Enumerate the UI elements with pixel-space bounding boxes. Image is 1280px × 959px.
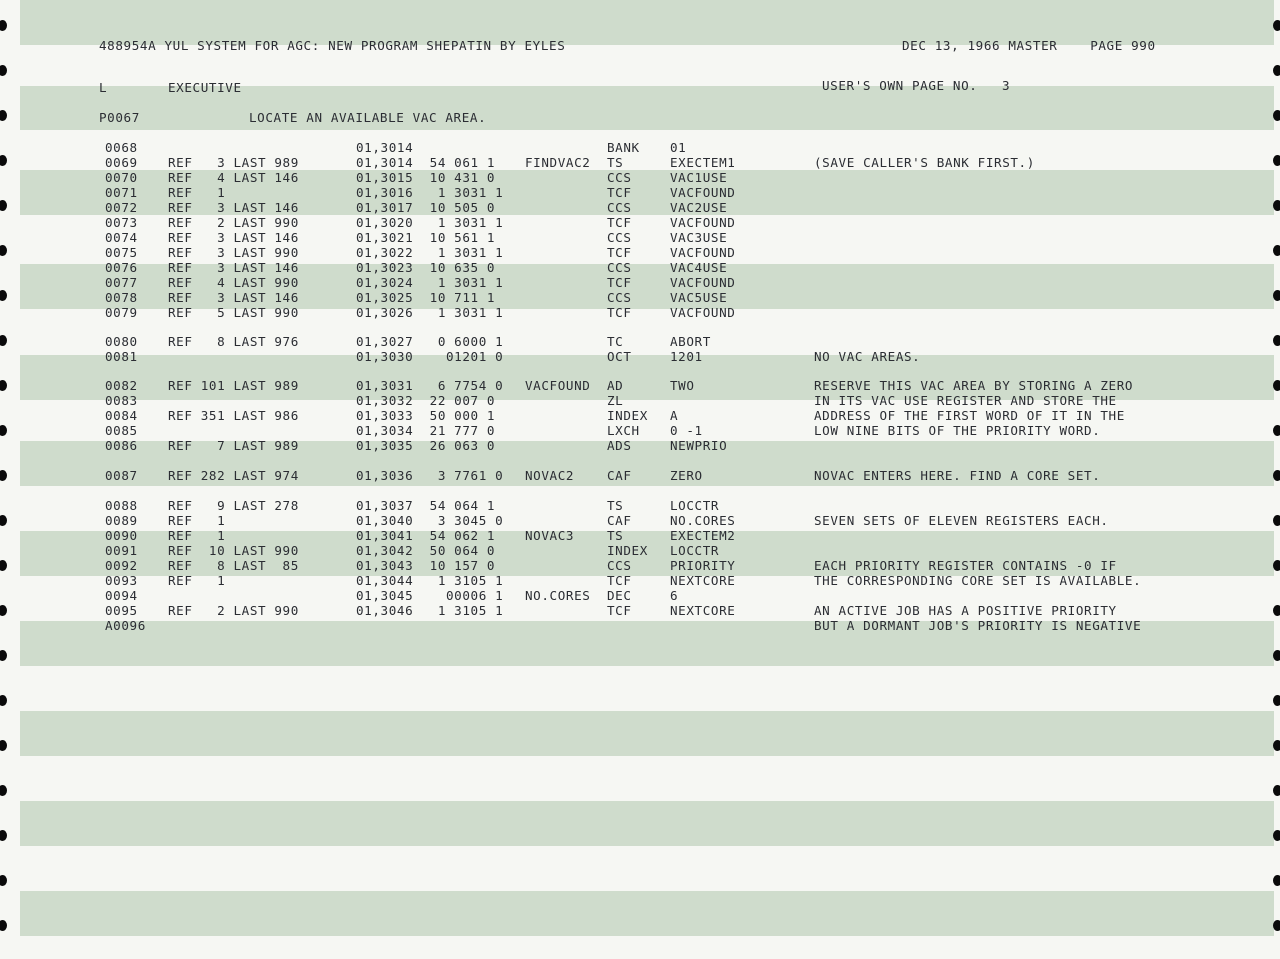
listing-ref: REF 5 LAST 990 <box>168 305 299 320</box>
feed-hole <box>0 20 7 31</box>
listing-comment: THE CORRESPONDING CORE SET IS AVAILABLE. <box>814 573 1142 588</box>
feed-hole <box>1273 830 1280 841</box>
listing-label: NOVAC3 <box>525 528 575 543</box>
listing-line: 0072 <box>105 200 138 215</box>
listing-row <box>0 423 1280 438</box>
listing-line: 0081 <box>105 349 138 364</box>
feed-hole <box>1273 650 1280 661</box>
listing-addr: 01,3017 10 505 0 <box>356 200 496 215</box>
listing-line: 0078 <box>105 290 138 305</box>
listing-op: TS <box>607 528 624 543</box>
listing-operand: VACFOUND <box>670 305 736 320</box>
listing-row <box>0 588 1280 603</box>
listing-operand: NEWPRIO <box>670 438 728 453</box>
listing-operand: VAC1USE <box>670 170 728 185</box>
listing-addr: 01,3025 10 711 1 <box>356 290 496 305</box>
listing-row <box>0 438 1280 453</box>
listing-ref: REF 8 LAST 976 <box>168 334 299 349</box>
listing-comment: (SAVE CALLER'S BANK FIRST.) <box>814 155 1035 170</box>
listing-line: 0080 <box>105 334 138 349</box>
listing-ref: REF 3 LAST 146 <box>168 200 299 215</box>
listing-op: LXCH <box>607 423 640 438</box>
page-tag: P0067 <box>99 110 140 125</box>
listing-ref: REF 3 LAST 146 <box>168 290 299 305</box>
listing-line: 0075 <box>105 245 138 260</box>
paper-band <box>20 711 1274 756</box>
listing-addr: 01,3046 1 3105 1 <box>356 603 504 618</box>
listing-comment: BUT A DORMANT JOB'S PRIORITY IS NEGATIVE <box>814 618 1142 633</box>
listing-comment: IN ITS VAC USE REGISTER AND STORE THE <box>814 393 1117 408</box>
listing-line: 0093 <box>105 573 138 588</box>
listing-operand: EXECTEM1 <box>670 155 736 170</box>
listing-row <box>0 378 1280 393</box>
listing-row <box>0 290 1280 305</box>
feed-hole <box>1273 740 1280 751</box>
listing-op: BANK <box>607 140 640 155</box>
header-left: 488954A YUL SYSTEM FOR AGC: NEW PROGRAM SHEPATIN BY EYLES <box>99 38 566 53</box>
listing-row <box>0 200 1280 215</box>
listing-comment: NO VAC AREAS. <box>814 349 921 364</box>
listing-row <box>0 498 1280 513</box>
listing-ref: REF 1 <box>168 573 226 588</box>
feed-hole <box>0 695 7 706</box>
listing-op: TCF <box>607 305 632 320</box>
listing-line: 0068 <box>105 140 138 155</box>
header-right: DEC 13, 1966 MASTER PAGE 990 <box>902 38 1156 53</box>
listing-addr: 01,3015 10 431 0 <box>356 170 496 185</box>
listing-line: 0083 <box>105 393 138 408</box>
listing-ref: REF 351 LAST 986 <box>168 408 299 423</box>
listing-line: 0073 <box>105 215 138 230</box>
listing-line: A0096 <box>105 618 146 633</box>
listing-line: 0077 <box>105 275 138 290</box>
listing-line: 0076 <box>105 260 138 275</box>
listing-op: CAF <box>607 513 632 528</box>
listing-operand: TWO <box>670 378 695 393</box>
listing-addr: 01,3026 1 3031 1 <box>356 305 504 320</box>
listing-addr: 01,3036 3 7761 0 <box>356 468 504 483</box>
listing-row <box>0 528 1280 543</box>
feed-hole <box>1273 695 1280 706</box>
listing-ref: REF 2 LAST 990 <box>168 603 299 618</box>
listing-op: INDEX <box>607 543 648 558</box>
feed-hole <box>1273 785 1280 796</box>
listing-operand: 0 -1 <box>670 423 703 438</box>
listing-addr: 01,3032 22 007 0 <box>356 393 496 408</box>
listing-row <box>0 349 1280 364</box>
log-letter: L <box>99 80 108 95</box>
listing-op: CCS <box>607 290 632 305</box>
listing-line: 0087 <box>105 468 138 483</box>
listing-ref: REF 4 LAST 146 <box>168 170 299 185</box>
listing-addr: 01,3014 54 061 1 <box>356 155 496 170</box>
listing-row <box>0 185 1280 200</box>
listing-ref: REF 8 LAST 85 <box>168 558 299 573</box>
listing-addr: 01,3041 54 062 1 <box>356 528 496 543</box>
listing-row <box>0 603 1280 618</box>
listing-line: 0091 <box>105 543 138 558</box>
listing-addr: 01,3016 1 3031 1 <box>356 185 504 200</box>
listing-operand: VAC4USE <box>670 260 728 275</box>
listing-addr: 01,3043 10 157 0 <box>356 558 496 573</box>
listing-op: TCF <box>607 603 632 618</box>
feed-hole <box>0 875 7 886</box>
listing-row <box>0 543 1280 558</box>
listing-row <box>0 393 1280 408</box>
listing-addr: 01,3031 6 7754 0 <box>356 378 504 393</box>
listing-operand: VACFOUND <box>670 245 736 260</box>
listing-ref: REF 282 LAST 974 <box>168 468 299 483</box>
listing-line: 0085 <box>105 423 138 438</box>
paper-band <box>20 891 1274 936</box>
listing-op: CCS <box>607 170 632 185</box>
feed-hole <box>0 740 7 751</box>
listing-row <box>0 140 1280 155</box>
listing-line: 0074 <box>105 230 138 245</box>
listing-addr: 01,3033 50 000 1 <box>356 408 496 423</box>
listing-operand: 1201 <box>670 349 703 364</box>
listing-row <box>0 618 1280 633</box>
listing-operand: NO.CORES <box>670 513 736 528</box>
listing-row <box>0 468 1280 483</box>
feed-hole <box>1273 110 1280 121</box>
listing-row <box>0 513 1280 528</box>
listing-operand: VAC2USE <box>670 200 728 215</box>
listing-operand: VACFOUND <box>670 215 736 230</box>
listing-operand: ZERO <box>670 468 703 483</box>
feed-hole <box>0 830 7 841</box>
listing-addr: 01,3020 1 3031 1 <box>356 215 504 230</box>
listing-comment: LOW NINE BITS OF THE PRIORITY WORD. <box>814 423 1101 438</box>
listing-line: 0070 <box>105 170 138 185</box>
listing-op: TCF <box>607 185 632 200</box>
listing-ref: REF 9 LAST 278 <box>168 498 299 513</box>
listing-row <box>0 408 1280 423</box>
listing-line: 0094 <box>105 588 138 603</box>
feed-hole <box>0 110 7 121</box>
listing-row <box>0 230 1280 245</box>
listing-ref: REF 1 <box>168 513 226 528</box>
listing-addr: 01,3030 01201 0 <box>356 349 504 364</box>
listing-operand: 6 <box>670 588 679 603</box>
listing-op: CCS <box>607 558 632 573</box>
listing-op: TCF <box>607 275 632 290</box>
listing-label: NO.CORES <box>525 588 591 603</box>
listing-ref: REF 3 LAST 989 <box>168 155 299 170</box>
listing-comment: EACH PRIORITY REGISTER CONTAINS -0 IF <box>814 558 1117 573</box>
listing-row <box>0 334 1280 349</box>
listing-label: VACFOUND <box>525 378 591 393</box>
users-page-number: USER'S OWN PAGE NO. 3 <box>822 78 1011 93</box>
listing-line: 0088 <box>105 498 138 513</box>
listing-row <box>0 170 1280 185</box>
page-heading: LOCATE AN AVAILABLE VAC AREA. <box>249 110 487 125</box>
listing-op: CAF <box>607 468 632 483</box>
listing-operand: LOCCTR <box>670 498 720 513</box>
listing-op: INDEX <box>607 408 648 423</box>
section-name: EXECUTIVE <box>168 80 242 95</box>
listing-operand: VACFOUND <box>670 275 736 290</box>
paper-band <box>20 801 1274 846</box>
listing-line: 0092 <box>105 558 138 573</box>
feed-hole <box>1273 875 1280 886</box>
listing-line: 0095 <box>105 603 138 618</box>
listing-ref: REF 3 LAST 146 <box>168 230 299 245</box>
listing-line: 0089 <box>105 513 138 528</box>
listing-addr: 01,3042 50 064 0 <box>356 543 496 558</box>
listing-addr: 01,3024 1 3031 1 <box>356 275 504 290</box>
listing-operand: VAC3USE <box>670 230 728 245</box>
listing-operand: NEXTCORE <box>670 573 736 588</box>
listing-addr: 01,3023 10 635 0 <box>356 260 496 275</box>
listing-ref: REF 101 LAST 989 <box>168 378 299 393</box>
listing-addr: 01,3014 <box>356 140 414 155</box>
listing-ref: REF 3 LAST 146 <box>168 260 299 275</box>
listing-operand: VACFOUND <box>670 185 736 200</box>
listing-op: CCS <box>607 260 632 275</box>
listing-op: AD <box>607 378 624 393</box>
feed-hole <box>0 920 7 931</box>
listing-comment: AN ACTIVE JOB HAS A POSITIVE PRIORITY <box>814 603 1117 618</box>
listing-addr: 01,3034 21 777 0 <box>356 423 496 438</box>
listing-op: CCS <box>607 230 632 245</box>
listing-op: CCS <box>607 200 632 215</box>
listing-comment: ADDRESS OF THE FIRST WORD OF IT IN THE <box>814 408 1125 423</box>
listing-row <box>0 245 1280 260</box>
listing-ref: REF 3 LAST 990 <box>168 245 299 260</box>
listing-op: TS <box>607 498 624 513</box>
listing-row <box>0 155 1280 170</box>
listing-op: TCF <box>607 245 632 260</box>
listing-comment: SEVEN SETS OF ELEVEN REGISTERS EACH. <box>814 513 1109 528</box>
listing-ref: REF 1 <box>168 528 226 543</box>
listing-addr: 01,3035 26 063 0 <box>356 438 496 453</box>
listing-comment: RESERVE THIS VAC AREA BY STORING A ZERO <box>814 378 1134 393</box>
listing-addr: 01,3027 0 6000 1 <box>356 334 504 349</box>
feed-hole <box>0 65 7 76</box>
listing-line: 0086 <box>105 438 138 453</box>
listing-operand: 01 <box>670 140 687 155</box>
listing-op: TCF <box>607 215 632 230</box>
listing-op: TS <box>607 155 624 170</box>
listing-op: ZL <box>607 393 624 408</box>
listing-label: FINDVAC2 <box>525 155 591 170</box>
listing-addr: 01,3044 1 3105 1 <box>356 573 504 588</box>
listing-line: 0071 <box>105 185 138 200</box>
listing-addr: 01,3022 1 3031 1 <box>356 245 504 260</box>
listing-operand: PRIORITY <box>670 558 736 573</box>
listing-op: ADS <box>607 438 632 453</box>
listing-row <box>0 275 1280 290</box>
listing-ref: REF 7 LAST 989 <box>168 438 299 453</box>
listing-op: OCT <box>607 349 632 364</box>
listing-ref: REF 4 LAST 990 <box>168 275 299 290</box>
listing-line: 0082 <box>105 378 138 393</box>
listing-line: 0090 <box>105 528 138 543</box>
listing-row <box>0 558 1280 573</box>
feed-hole <box>1273 65 1280 76</box>
listing-row <box>0 260 1280 275</box>
listing-addr: 01,3037 54 064 1 <box>356 498 496 513</box>
listing-ref: REF 1 <box>168 185 226 200</box>
listing-operand: ABORT <box>670 334 711 349</box>
listing-op: TC <box>607 334 624 349</box>
listing-label: NOVAC2 <box>525 468 575 483</box>
listing-operand: LOCCTR <box>670 543 720 558</box>
listing-row <box>0 215 1280 230</box>
listing-operand: VAC5USE <box>670 290 728 305</box>
listing-line: 0069 <box>105 155 138 170</box>
feed-hole <box>1273 20 1280 31</box>
listing-line: 0079 <box>105 305 138 320</box>
feed-hole <box>1273 920 1280 931</box>
listing-row <box>0 305 1280 320</box>
feed-hole <box>0 785 7 796</box>
listing-ref: REF 2 LAST 990 <box>168 215 299 230</box>
listing-operand: NEXTCORE <box>670 603 736 618</box>
listing-line: 0084 <box>105 408 138 423</box>
listing-comment: NOVAC ENTERS HERE. FIND A CORE SET. <box>814 468 1101 483</box>
listing-op: DEC <box>607 588 632 603</box>
feed-hole <box>0 650 7 661</box>
listing-op: TCF <box>607 573 632 588</box>
listing-addr: 01,3045 00006 1 <box>356 588 504 603</box>
listing-addr: 01,3040 3 3045 0 <box>356 513 504 528</box>
listing-row <box>0 573 1280 588</box>
listing-addr: 01,3021 10 561 1 <box>356 230 496 245</box>
listing-operand: A <box>670 408 679 423</box>
listing-ref: REF 10 LAST 990 <box>168 543 299 558</box>
listing-operand: EXECTEM2 <box>670 528 736 543</box>
